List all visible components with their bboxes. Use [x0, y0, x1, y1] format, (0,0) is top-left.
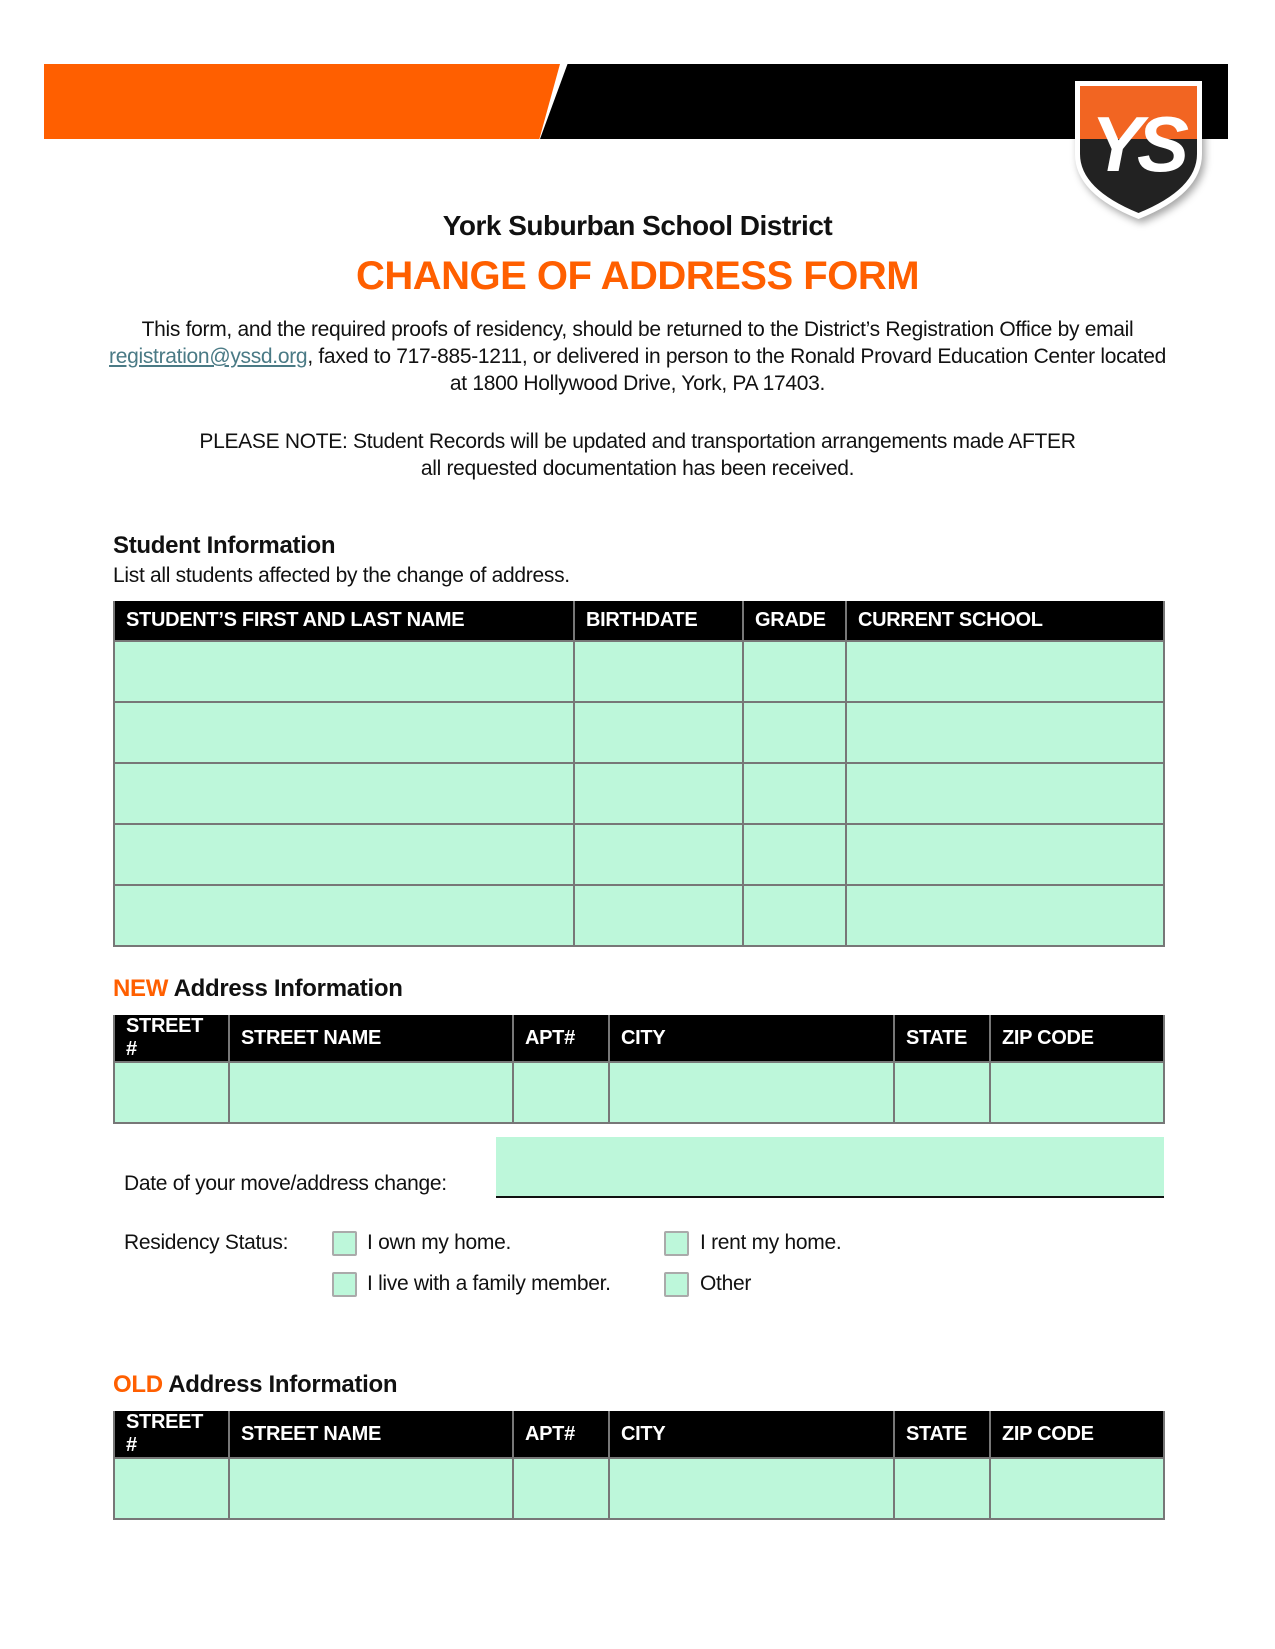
- old-address-table: [113, 1411, 1165, 1520]
- header-orange-bar: [44, 64, 560, 139]
- please-note: [100, 428, 1175, 482]
- new-state-field[interactable]: [894, 1062, 990, 1123]
- own-home-label: I own my home.: [367, 1231, 512, 1254]
- birthdate-field[interactable]: [574, 824, 743, 885]
- col-header: CITY: [609, 1411, 894, 1458]
- own-home-checkbox[interactable]: [332, 1231, 357, 1256]
- family-member-label: I live with a family member.: [367, 1272, 611, 1295]
- instructions-paragraph: [100, 316, 1175, 397]
- district-name: York Suburban School District: [442, 210, 833, 241]
- old-street-name-field[interactable]: [229, 1458, 513, 1519]
- new-city-field[interactable]: [609, 1062, 894, 1123]
- move-date-label: Date of your move/address change:: [124, 1172, 447, 1195]
- rent-home-checkbox[interactable]: [664, 1231, 689, 1256]
- col-header: STATE: [894, 1411, 990, 1458]
- family-member-checkbox[interactable]: [332, 1272, 357, 1297]
- heading-text: Address Information: [162, 1371, 398, 1398]
- student-name-field[interactable]: [114, 763, 574, 824]
- col-header: BIRTHDATE: [574, 601, 743, 641]
- student-info-subtitle: List all students affected by the change of address.: [113, 564, 570, 587]
- col-header: STUDENT’S FIRST AND LAST NAME: [114, 601, 574, 641]
- current-school-field[interactable]: [846, 641, 1164, 702]
- grade-field[interactable]: [743, 641, 846, 702]
- grade-field[interactable]: [743, 885, 846, 946]
- grade-field[interactable]: [743, 824, 846, 885]
- intro-text-rest: , faxed to 717-885-1211, or delivered in person to the Ronald Provard Education Center located at 1800 Hollywood Drive, York, PA 17403.: [307, 345, 1166, 395]
- table-row: [114, 763, 1164, 824]
- student-info-heading: Student Information: [113, 532, 336, 559]
- col-header: CITY: [609, 1015, 894, 1062]
- col-header: ZIP CODE: [990, 1411, 1164, 1458]
- residency-label: Residency Status:: [124, 1231, 289, 1254]
- current-school-field[interactable]: [846, 824, 1164, 885]
- table-row: [114, 824, 1164, 885]
- birthdate-field[interactable]: [574, 763, 743, 824]
- new-street-number-field[interactable]: [114, 1062, 229, 1123]
- col-header: STREET NAME: [229, 1411, 513, 1458]
- old-city-field[interactable]: [609, 1458, 894, 1519]
- old-address-heading: [113, 1371, 397, 1399]
- old-label: OLD: [113, 1371, 163, 1398]
- col-header: STATE: [894, 1015, 990, 1062]
- student-name-field[interactable]: [114, 702, 574, 763]
- grade-field[interactable]: [743, 763, 846, 824]
- birthdate-field[interactable]: [574, 641, 743, 702]
- other-checkbox[interactable]: [664, 1272, 689, 1297]
- current-school-field[interactable]: [846, 885, 1164, 946]
- table-row: [114, 885, 1164, 946]
- email-link[interactable]: registration@yssd.org: [109, 345, 308, 368]
- intro-text: This form, and the required proofs of residency, should be returned to the District’s Registration Office by email: [141, 318, 1134, 341]
- table-row: [114, 702, 1164, 763]
- col-header: STREET #: [114, 1015, 229, 1062]
- col-header: ZIP CODE: [990, 1015, 1164, 1062]
- col-header: APT#: [513, 1411, 609, 1458]
- col-header: STREET #: [114, 1411, 229, 1458]
- old-apt-field[interactable]: [513, 1458, 609, 1519]
- new-apt-field[interactable]: [513, 1062, 609, 1123]
- new-street-name-field[interactable]: [229, 1062, 513, 1123]
- birthdate-field[interactable]: [574, 885, 743, 946]
- col-header: CURRENT SCHOOL: [846, 601, 1164, 641]
- col-header: GRADE: [743, 601, 846, 641]
- note-line-1: PLEASE NOTE: Student Records will be updated and transportation arrangements made AFTER: [199, 430, 1076, 453]
- birthdate-field[interactable]: [574, 702, 743, 763]
- new-zip-field[interactable]: [990, 1062, 1164, 1123]
- heading-text: Address Information: [168, 975, 403, 1002]
- note-line-2: all requested documentation has been received.: [420, 457, 855, 480]
- student-name-field[interactable]: [114, 824, 574, 885]
- new-address-table: [113, 1015, 1165, 1124]
- col-header: APT#: [513, 1015, 609, 1062]
- student-name-field[interactable]: [114, 641, 574, 702]
- ys-shield-logo-icon: [1073, 79, 1204, 221]
- student-table: [113, 601, 1165, 947]
- table-row: [114, 641, 1164, 702]
- current-school-field[interactable]: [846, 763, 1164, 824]
- grade-field[interactable]: [743, 702, 846, 763]
- col-header: STREET NAME: [229, 1015, 513, 1062]
- old-state-field[interactable]: [894, 1458, 990, 1519]
- svg-text:YS: YS: [1090, 100, 1184, 188]
- page-title: CHANGE OF ADDRESS FORM: [355, 254, 920, 298]
- rent-home-label: I rent my home.: [700, 1231, 842, 1254]
- student-name-field[interactable]: [114, 885, 574, 946]
- old-street-number-field[interactable]: [114, 1458, 229, 1519]
- current-school-field[interactable]: [846, 702, 1164, 763]
- other-label: Other: [700, 1272, 752, 1295]
- old-zip-field[interactable]: [990, 1458, 1164, 1519]
- new-label: NEW: [113, 975, 169, 1002]
- move-date-field[interactable]: [496, 1137, 1164, 1198]
- new-address-heading: [113, 975, 403, 1003]
